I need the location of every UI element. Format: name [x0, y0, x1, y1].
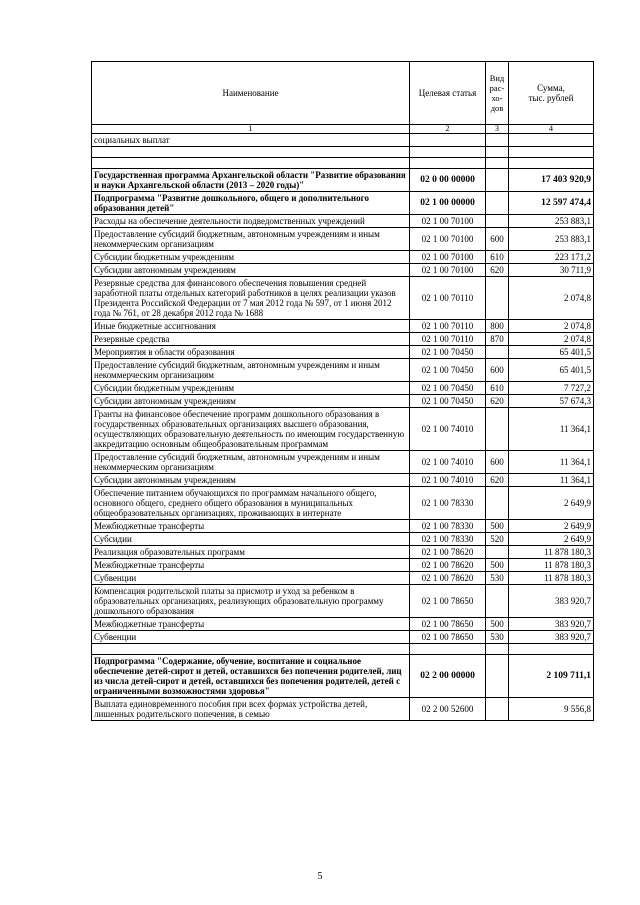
row-sum-cell: 2 649,9 — [509, 520, 594, 533]
row-code-cell: 02 1 00 78650 — [410, 585, 486, 618]
row-type-cell: 500 — [486, 559, 509, 572]
row-type-cell: 500 — [486, 618, 509, 631]
row-sum-cell: 223 171,2 — [509, 251, 594, 264]
row-sum-cell: 253 883,1 — [509, 228, 594, 251]
row-code-cell: 02 1 00 70450 — [410, 382, 486, 395]
table-row — [92, 533, 594, 546]
table-row — [92, 277, 594, 320]
table-row — [92, 631, 594, 644]
row-name-cell: Реализация образовательных программ — [92, 546, 410, 559]
row-sum-cell: 12 597 474,4 — [509, 192, 594, 215]
row-code-cell: 02 1 00 78650 — [410, 631, 486, 644]
column-number: 1 — [92, 125, 410, 134]
row-name-cell: Компенсация родительской платы за присмотр и уход за ребенком в образовательных организациях, реализующих образовательную программу дошкольного образования — [92, 585, 410, 618]
row-sum-cell: 65 401,5 — [509, 359, 594, 382]
row-code-cell: 02 2 00 52600 — [410, 698, 486, 721]
header-type — [486, 62, 509, 125]
table-row — [92, 228, 594, 251]
row-name-cell: Резервные средства для финансового обеспечения повышения средней заработной платы отдельных категорий работников в целях реализации указов Президента Российской Федерации от 7 мая 2012 года № 597, от 1 июня 2012 года № 761, от 28 декабря 2012 года № 1688 — [92, 277, 410, 320]
column-number: 2 — [410, 125, 486, 134]
row-type-cell — [486, 487, 509, 520]
row-code-cell: 02 1 00 70450 — [410, 346, 486, 359]
table-row — [92, 192, 594, 215]
row-code-cell: 02 1 00 70100 — [410, 251, 486, 264]
row-code-cell: 02 1 00 78650 — [410, 618, 486, 631]
row-name-cell: Субвенции — [92, 572, 410, 585]
row-code-cell: 02 1 00 70100 — [410, 264, 486, 277]
row-type-cell — [486, 346, 509, 359]
row-code-cell: 02 1 00 70450 — [410, 395, 486, 408]
row-sum-cell — [509, 134, 594, 147]
row-name-cell: Резервные средства — [92, 333, 410, 346]
empty-cell — [410, 147, 486, 158]
empty-cell — [486, 147, 509, 158]
budget-table — [91, 61, 594, 721]
row-name-cell: Выплата единовременного пособия при всех формах устройства детей, лишенных родительского попечения, в семью — [92, 698, 410, 721]
empty-cell — [509, 158, 594, 169]
row-type-cell: 520 — [486, 533, 509, 546]
row-sum-cell: 2 074,8 — [509, 277, 594, 320]
table-row — [92, 395, 594, 408]
row-name-cell: Субсидии автономным учреждениям — [92, 264, 410, 277]
row-name-cell: Межбюджетные трансферты — [92, 559, 410, 572]
row-sum-cell: 11 364,1 — [509, 474, 594, 487]
row-sum-cell: 9 556,8 — [509, 698, 594, 721]
empty-cell — [486, 644, 509, 655]
row-type-cell — [486, 215, 509, 228]
header-type-line: Вид — [489, 73, 505, 83]
row-type-cell — [486, 698, 509, 721]
header-type-line: рас- — [489, 83, 505, 93]
table-row — [92, 451, 594, 474]
row-sum-cell: 253 883,1 — [509, 215, 594, 228]
row-name-cell: Мероприятия в области образования — [92, 346, 410, 359]
table-row — [92, 134, 594, 147]
row-sum-cell: 2 649,9 — [509, 533, 594, 546]
spacer-row — [92, 644, 594, 655]
table-row — [92, 559, 594, 572]
row-sum-cell: 11 364,1 — [509, 451, 594, 474]
table-row — [92, 585, 594, 618]
row-code-cell: 02 1 00 70100 — [410, 215, 486, 228]
row-name-cell: Предоставление субсидий бюджетным, автономным учреждениям и иным некоммерческим организациям — [92, 228, 410, 251]
row-name-cell: Межбюджетные трансферты — [92, 520, 410, 533]
row-type-cell: 620 — [486, 474, 509, 487]
header-name: Наименование — [92, 62, 410, 125]
row-code-cell: 02 1 00 78620 — [410, 572, 486, 585]
table-row — [92, 346, 594, 359]
empty-cell — [92, 147, 410, 158]
row-name-cell: Государственная программа Архангельской области "Развитие образования и науки Архангельской области (2013 – 2020 годы)" — [92, 169, 410, 192]
empty-cell — [410, 158, 486, 169]
row-code-cell: 02 1 00 70110 — [410, 333, 486, 346]
column-number: 4 — [509, 125, 594, 134]
table-row — [92, 359, 594, 382]
row-sum-cell: 11 364,1 — [509, 408, 594, 451]
header-row — [92, 62, 594, 125]
row-type-cell — [486, 169, 509, 192]
table-row — [92, 408, 594, 451]
table-row — [92, 264, 594, 277]
row-code-cell: 02 1 00 70450 — [410, 359, 486, 382]
row-type-cell — [486, 192, 509, 215]
table-row — [92, 546, 594, 559]
row-type-cell: 600 — [486, 359, 509, 382]
row-type-cell — [486, 546, 509, 559]
header-code: Целевая статья — [410, 62, 486, 125]
header-type-line: хо- — [491, 93, 503, 103]
row-sum-cell: 2 074,8 — [509, 333, 594, 346]
row-type-cell: 530 — [486, 631, 509, 644]
table-body — [92, 134, 594, 721]
row-sum-cell: 2 074,8 — [509, 320, 594, 333]
row-sum-cell: 7 727,2 — [509, 382, 594, 395]
row-code-cell: 02 1 00 78330 — [410, 533, 486, 546]
row-name-cell: Расходы на обеспечение деятельности подведомственных учреждений — [92, 215, 410, 228]
row-code-cell: 02 1 00 74010 — [410, 451, 486, 474]
table-row — [92, 474, 594, 487]
row-code-cell: 02 1 00 70110 — [410, 320, 486, 333]
row-sum-cell: 2 649,9 — [509, 487, 594, 520]
row-sum-cell: 30 711,9 — [509, 264, 594, 277]
row-name-cell: социальных выплат — [92, 134, 410, 147]
row-type-cell: 870 — [486, 333, 509, 346]
header-type-line: дов — [490, 103, 504, 113]
row-type-cell: 610 — [486, 251, 509, 264]
row-type-cell — [486, 655, 509, 698]
header-sum — [509, 62, 594, 125]
row-code-cell: 02 1 00 78330 — [410, 487, 486, 520]
table-row — [92, 169, 594, 192]
row-name-cell: Межбюджетные трансферты — [92, 618, 410, 631]
row-code-cell: 02 1 00 00000 — [410, 192, 486, 215]
row-code-cell — [410, 134, 486, 147]
row-code-cell: 02 1 00 74010 — [410, 408, 486, 451]
row-type-cell — [486, 585, 509, 618]
spacer-row — [92, 147, 594, 158]
row-type-cell: 530 — [486, 572, 509, 585]
row-type-cell: 500 — [486, 520, 509, 533]
table-row — [92, 698, 594, 721]
table-row — [92, 333, 594, 346]
header-sum-line: тыс. рублей — [528, 93, 574, 103]
row-name-cell: Субсидии бюджетным учреждениям — [92, 382, 410, 395]
spacer-row — [92, 158, 594, 169]
row-type-cell — [486, 277, 509, 320]
row-sum-cell: 65 401,5 — [509, 346, 594, 359]
row-name-cell: Гранты на финансовое обеспечение программ дошкольного образования в государственных образовательных организациях высшего образования, осуществляющих образовательную деятельность по имеющим государственную аккредитацию основным общеобразовательным программам — [92, 408, 410, 451]
row-type-cell — [486, 134, 509, 147]
row-sum-cell: 11 878 180,3 — [509, 559, 594, 572]
row-type-cell — [486, 408, 509, 451]
row-name-cell: Субсидии автономным учреждениям — [92, 395, 410, 408]
row-name-cell: Предоставление субсидий бюджетным, автономным учреждениям и иным некоммерческим организациям — [92, 359, 410, 382]
table-row — [92, 655, 594, 698]
row-code-cell: 02 2 00 00000 — [410, 655, 486, 698]
table-row — [92, 382, 594, 395]
table-row — [92, 618, 594, 631]
row-type-cell: 620 — [486, 395, 509, 408]
empty-cell — [410, 644, 486, 655]
row-name-cell: Подпрограмма "Развитие дошкольного, общего и дополнительного образования детей" — [92, 192, 410, 215]
row-sum-cell: 11 878 180,3 — [509, 546, 594, 559]
row-type-cell: 620 — [486, 264, 509, 277]
empty-cell — [509, 644, 594, 655]
column-number-row — [92, 125, 594, 134]
table-row — [92, 487, 594, 520]
table-row — [92, 215, 594, 228]
row-type-cell: 600 — [486, 228, 509, 251]
row-code-cell: 02 1 00 78620 — [410, 559, 486, 572]
row-code-cell: 02 0 00 00000 — [410, 169, 486, 192]
empty-cell — [509, 147, 594, 158]
header-sum-line: Сумма, — [537, 83, 565, 93]
column-number: 3 — [486, 125, 509, 134]
row-type-cell: 600 — [486, 451, 509, 474]
row-type-cell: 610 — [486, 382, 509, 395]
row-sum-cell: 11 878 180,3 — [509, 572, 594, 585]
empty-cell — [92, 644, 410, 655]
row-name-cell: Подпрограмма "Содержание, обучение, воспитание и социальное обеспечение детей-сирот и детей, оставшихся без попечения родителей, лиц из числа детей-сирот и детей, оставшихся без попечения родителей, детей с ограниченными возможностями здоровья" — [92, 655, 410, 698]
row-type-cell: 800 — [486, 320, 509, 333]
empty-cell — [92, 158, 410, 169]
row-name-cell: Субвенции — [92, 631, 410, 644]
row-sum-cell: 383 920,7 — [509, 618, 594, 631]
empty-cell — [486, 158, 509, 169]
row-code-cell: 02 1 00 74010 — [410, 474, 486, 487]
row-sum-cell: 17 403 920,9 — [509, 169, 594, 192]
row-sum-cell: 383 920,7 — [509, 585, 594, 618]
row-sum-cell: 57 674,3 — [509, 395, 594, 408]
page-number: 5 — [317, 871, 323, 882]
table-row — [92, 251, 594, 264]
row-code-cell: 02 1 00 78620 — [410, 546, 486, 559]
row-name-cell: Иные бюджетные ассигнования — [92, 320, 410, 333]
row-code-cell: 02 1 00 78330 — [410, 520, 486, 533]
row-code-cell: 02 1 00 70100 — [410, 228, 486, 251]
row-name-cell: Субсидии бюджетным учреждениям — [92, 251, 410, 264]
row-sum-cell: 2 109 711,1 — [509, 655, 594, 698]
row-name-cell: Обеспечение питанием обучающихся по программам начального общего, основного общего, среднего общего образования в муниципальных общеобразовательных организациях, проживающих в интернате — [92, 487, 410, 520]
row-name-cell: Субсидии — [92, 533, 410, 546]
table-row — [92, 572, 594, 585]
row-sum-cell: 383 920,7 — [509, 631, 594, 644]
row-name-cell: Предоставление субсидий бюджетным, автономным учреждениям и иным некоммерческим организациям — [92, 451, 410, 474]
row-code-cell: 02 1 00 70110 — [410, 277, 486, 320]
row-name-cell: Субсидии автономным учреждениям — [92, 474, 410, 487]
table-row — [92, 520, 594, 533]
table-row — [92, 320, 594, 333]
